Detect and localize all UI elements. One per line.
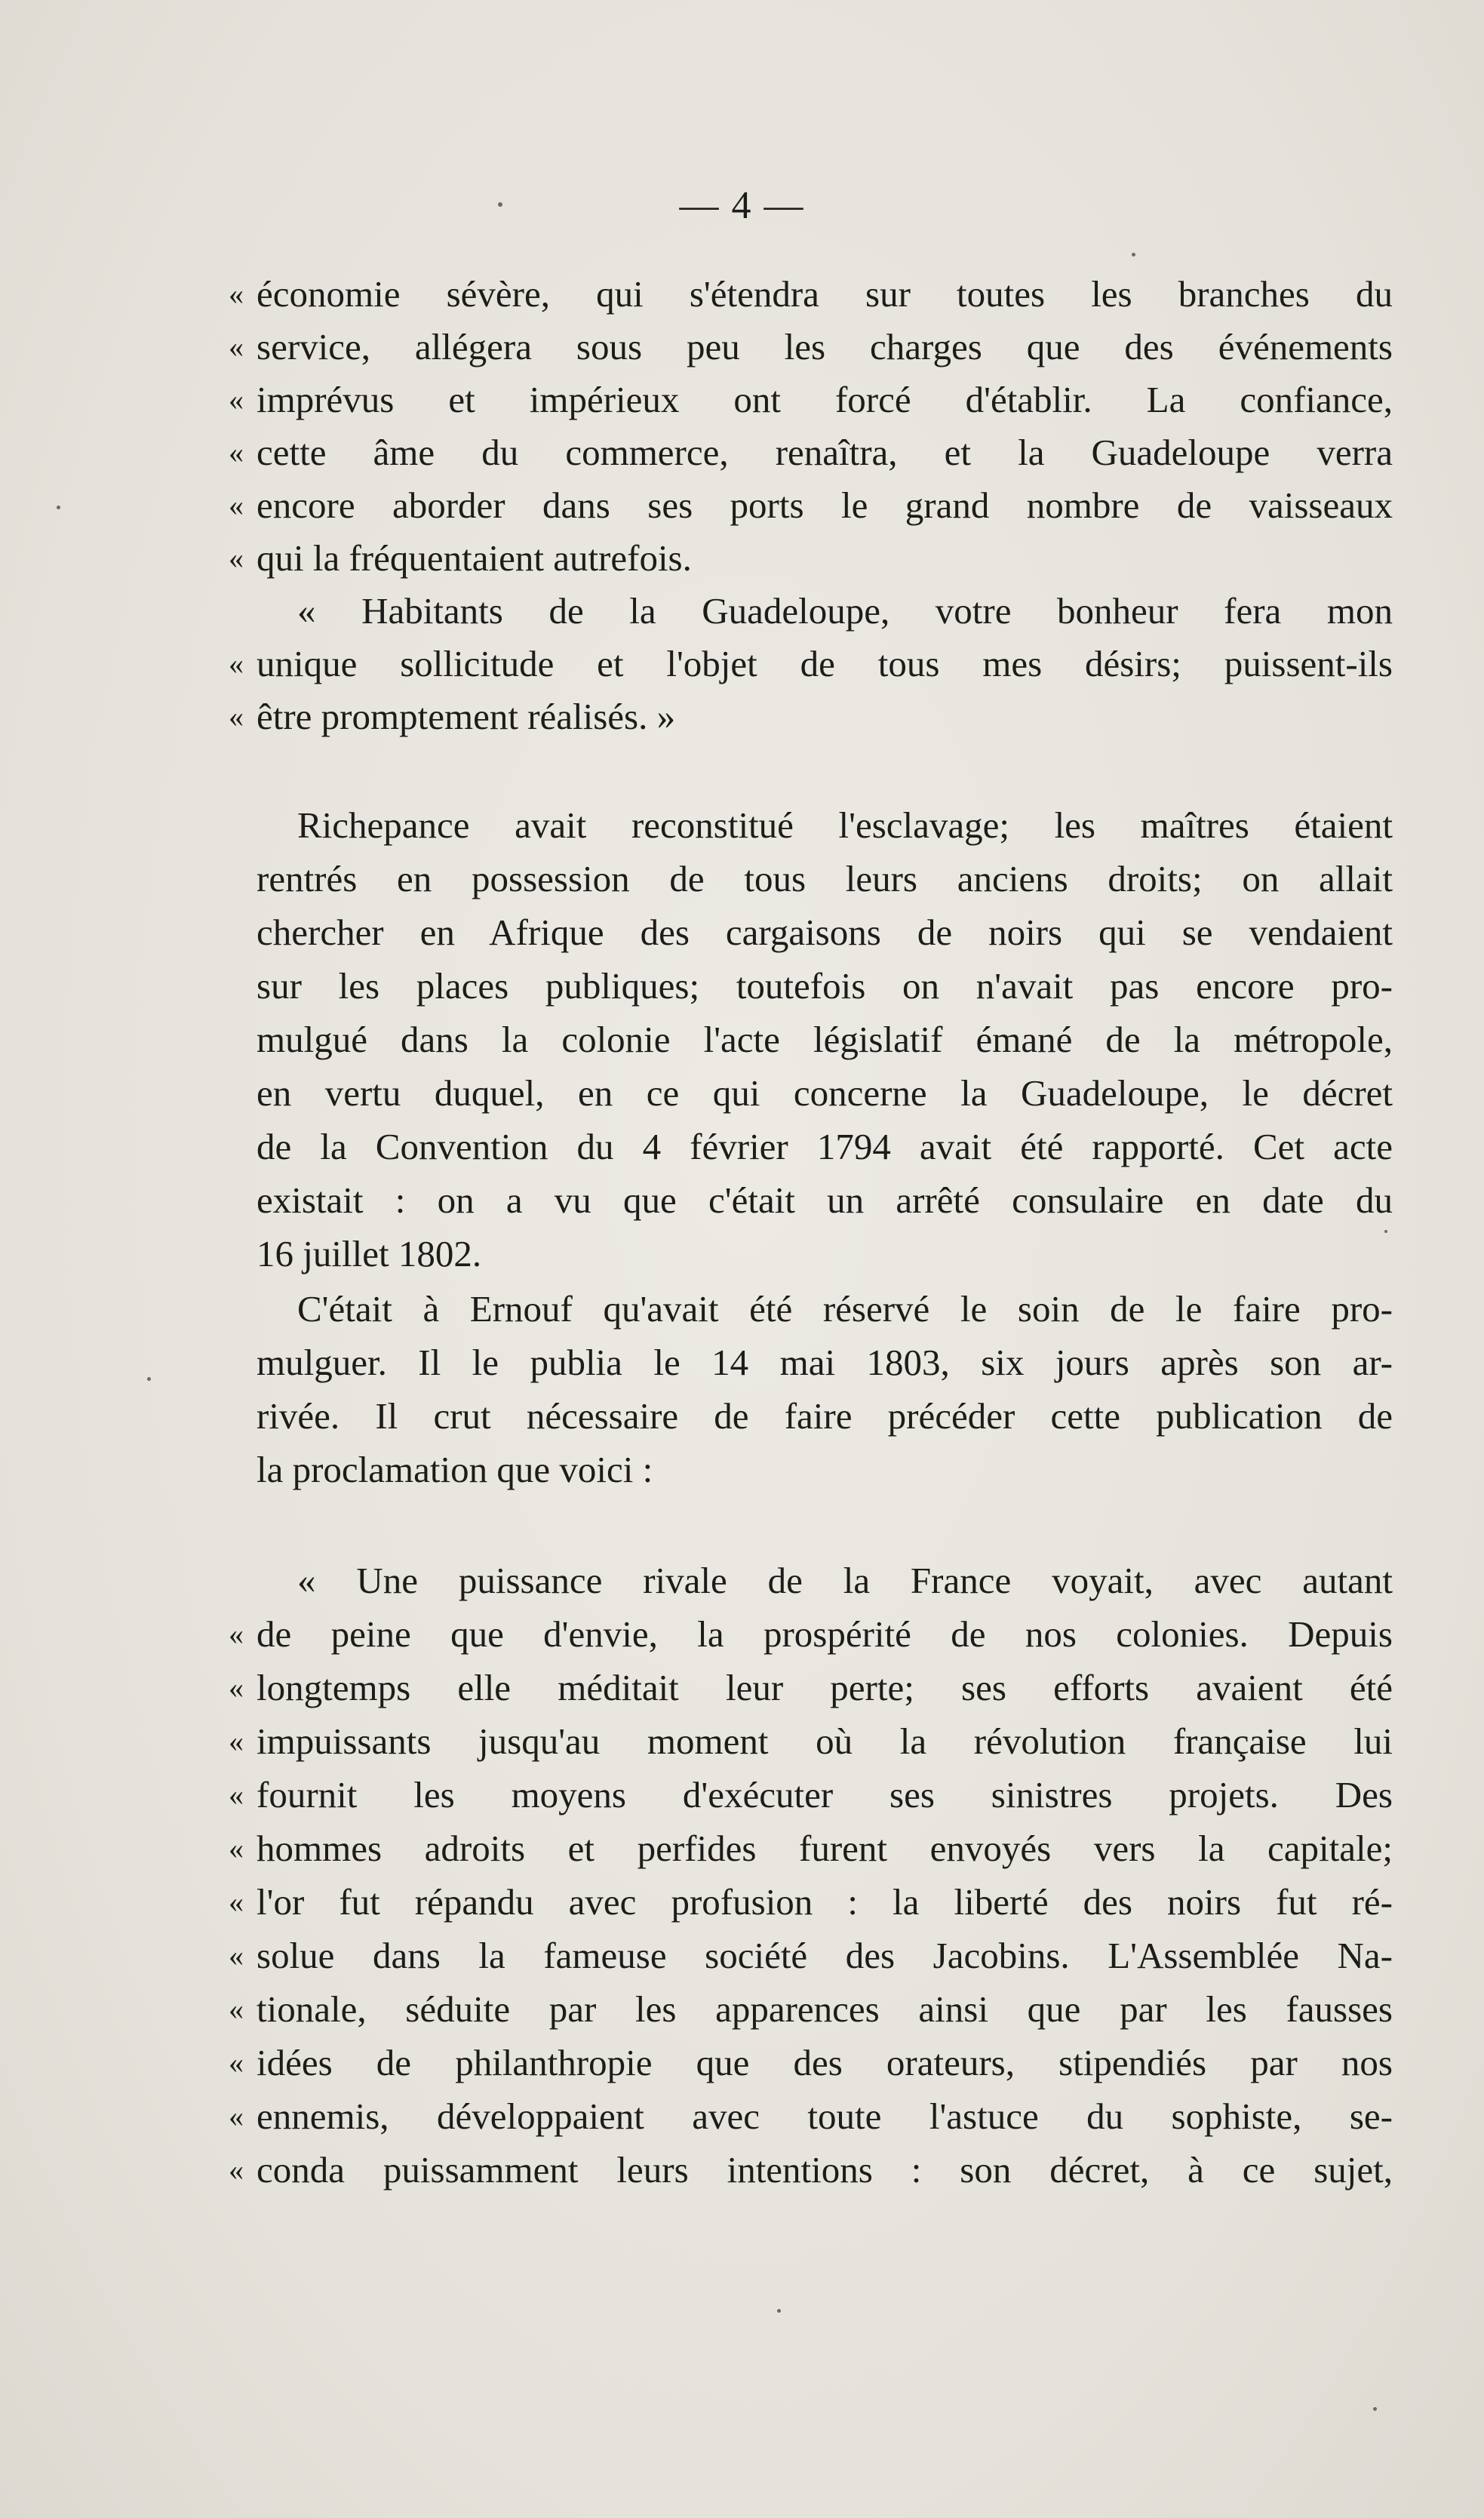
quote-mark: « — [229, 277, 244, 311]
paper-speck — [777, 2309, 781, 2313]
text-line: chercher en Afrique des cargaisons de noirs qui se vendaient — [257, 912, 1393, 953]
text-line: de la Convention du 4 février 1794 avait été rapporté. Cet acte — [257, 1126, 1393, 1167]
paper-speck — [57, 506, 60, 509]
paper-speck — [498, 202, 502, 207]
text-line: ennemis, développaient avec toute l'astuce du sophiste, se- — [257, 2095, 1393, 2137]
quote-mark: « — [229, 541, 244, 575]
quote-mark: « — [229, 2099, 244, 2133]
quote-mark: « — [229, 330, 244, 364]
text-line: en vertu duquel, en ce qui concerne la Guadeloupe, le décret — [257, 1072, 1393, 1114]
text-line: 16 juillet 1802. — [257, 1233, 482, 1274]
quote-mark: « — [229, 699, 244, 733]
text-line: impuissants jusqu'au moment où la révolution française lui — [257, 1720, 1393, 1762]
text-line: service, allégera sous peu les charges que des événements — [257, 326, 1393, 367]
text-line: solue dans la fameuse société des Jacobins. L'Assemblée Na- — [257, 1935, 1393, 1976]
text-line: de peine que d'envie, la prospérité de nos colonies. Depuis — [257, 1613, 1393, 1655]
quote-mark: « — [229, 647, 244, 681]
quote-mark: « — [229, 383, 244, 417]
quote-mark: « — [229, 1992, 244, 2026]
text-line: fournit les moyens d'exécuter ses sinistres projets. Des — [257, 1774, 1393, 1815]
text-line: imprévus et impérieux ont forcé d'établir. La confiance, — [257, 379, 1393, 420]
quote-mark: « — [229, 1831, 244, 1865]
text-line: économie sévère, qui s'étendra sur toutes les branches du — [257, 273, 1393, 315]
text-line: encore aborder dans ses ports le grand nombre de vaisseaux — [257, 484, 1393, 526]
text-line: existait : on a vu que c'était un arrêté consulaire en date du — [257, 1179, 1393, 1221]
text-line: qui la fréquentaient autrefois. — [257, 537, 692, 579]
text-line: « Habitants de la Guadeloupe, votre bonheur fera mon — [297, 590, 1393, 632]
text-line: « Une puissance rivale de la France voyait, avec autant — [297, 1560, 1393, 1601]
quote-mark: « — [229, 488, 244, 522]
text-line: tionale, séduite par les apparences ainsi que par les fausses — [257, 1988, 1393, 2030]
text-line: idées de philanthropie que des orateurs, stipendiés par nos — [257, 2042, 1393, 2083]
text-line: rentrés en possession de tous leurs anciens droits; on allait — [257, 858, 1393, 899]
text-line: cette âme du commerce, renaîtra, et la Guadeloupe verra — [257, 432, 1393, 473]
quote-mark: « — [229, 1724, 244, 1758]
quote-mark: « — [229, 2153, 244, 2187]
quote-mark: « — [229, 2046, 244, 2080]
text-line: l'or fut répandu avec profusion : la liberté des noirs fut ré- — [257, 1881, 1393, 1923]
page-number: — 4 — — [679, 184, 805, 227]
quote-mark: « — [229, 1617, 244, 1651]
text-line: rivée. Il crut nécessaire de faire précéder cette publication de — [257, 1395, 1393, 1437]
paper-speck — [1384, 1230, 1387, 1233]
text-line: la proclamation que voici : — [257, 1449, 653, 1490]
paper-speck — [1132, 253, 1135, 257]
quote-mark: « — [229, 435, 244, 469]
paper-speck — [1373, 2407, 1377, 2411]
text-line: C'était à Ernouf qu'avait été réservé le soin de le faire pro- — [297, 1288, 1393, 1330]
quote-mark: « — [229, 1938, 244, 1972]
paper-speck — [147, 1377, 151, 1381]
text-line: hommes adroits et perfides furent envoyés vers la capitale; — [257, 1828, 1393, 1869]
text-line: longtemps elle méditait leur perte; ses efforts avaient été — [257, 1667, 1393, 1708]
text-line: sur les places publiques; toutefois on n'avait pas encore pro- — [257, 965, 1393, 1007]
quote-mark: « — [229, 1671, 244, 1705]
text-line: conda puissamment leurs intentions : son décret, à ce sujet, — [257, 2149, 1393, 2191]
text-line: Richepance avait reconstitué l'esclavage; les maîtres étaient — [297, 804, 1393, 846]
text-line: mulguer. Il le publia le 14 mai 1803, six jours après son ar- — [257, 1342, 1393, 1383]
quote-mark: « — [229, 1778, 244, 1812]
text-line: unique sollicitude et l'objet de tous mes désirs; puissent-ils — [257, 643, 1393, 684]
text-line: être promptement réalisés. » — [257, 696, 676, 737]
text-line: mulgué dans la colonie l'acte législatif émané de la métropole, — [257, 1019, 1393, 1060]
quote-mark: « — [229, 1885, 244, 1919]
